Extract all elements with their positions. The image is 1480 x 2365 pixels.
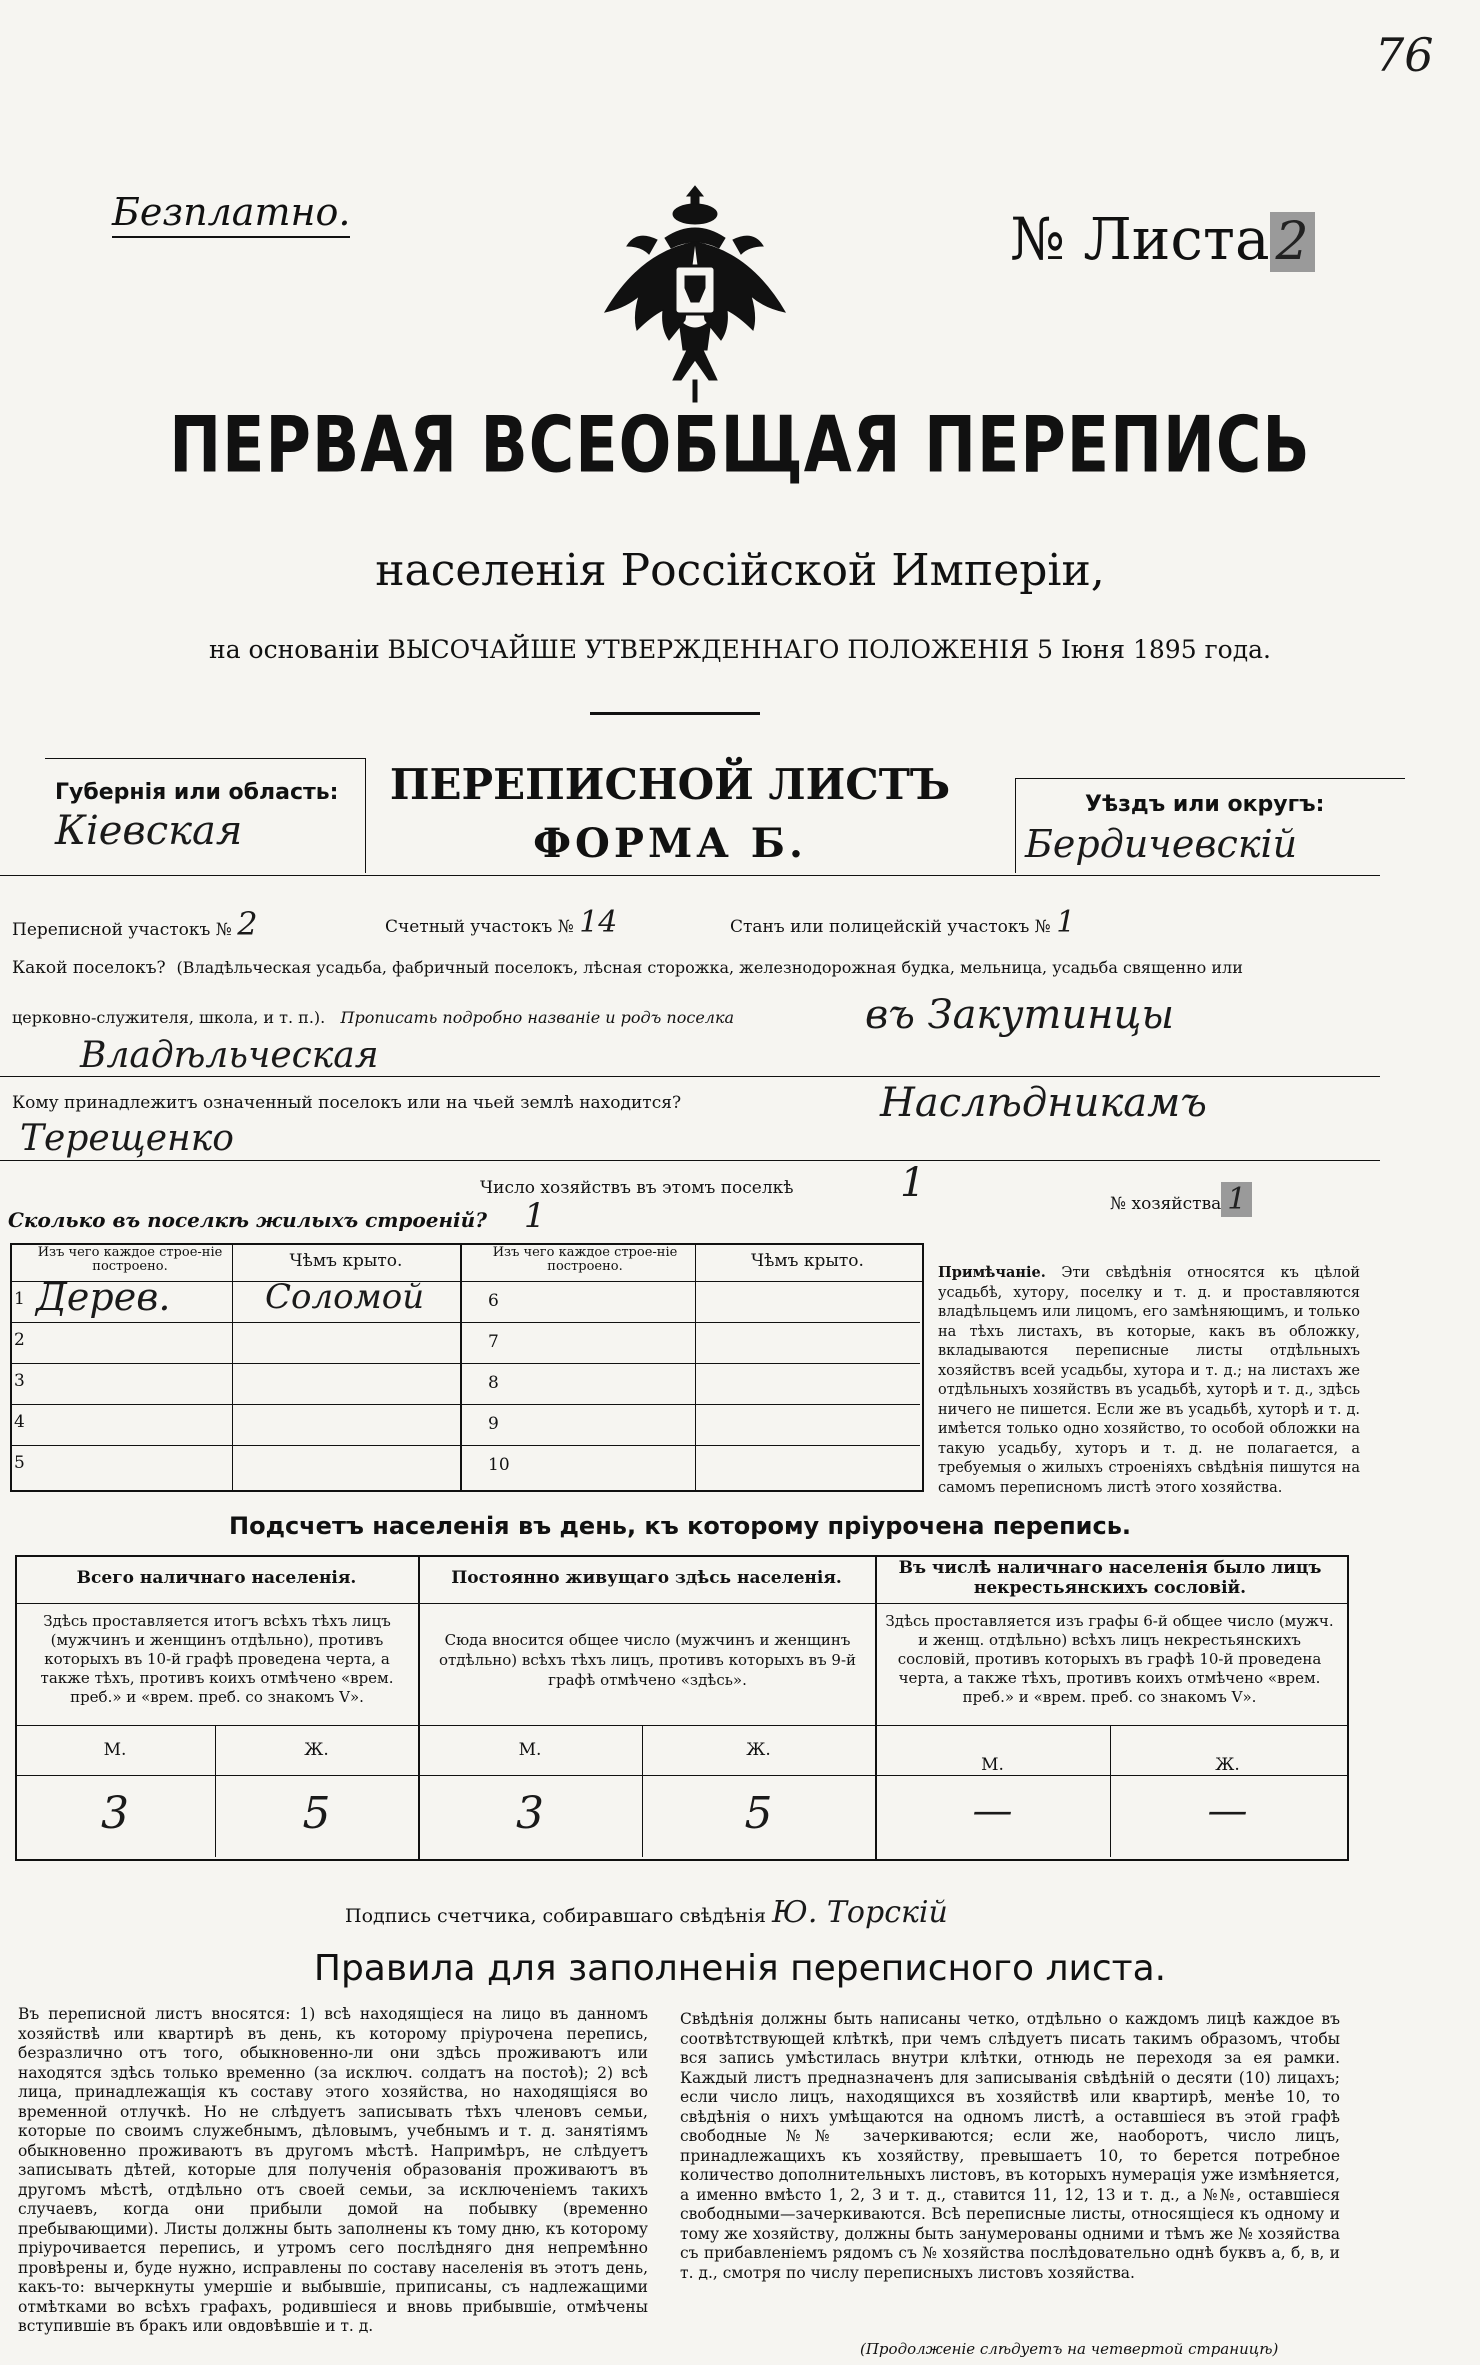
bt-row-number: 2: [14, 1330, 25, 1350]
bt-row-line-left: [10, 1445, 460, 1446]
pt-total-m-value: 3: [101, 1788, 129, 1839]
settlement-hint2: церковно-служителя, школа, и т. п.).: [12, 1008, 326, 1027]
household-number-field: [1110, 1182, 1252, 1217]
settlement-value1: въ Закутинцы: [865, 992, 1175, 1038]
note-text: Эти свѣдѣнія относятся къ цѣлой усадьбѣ, хутору, поселку и т. д. и проставляются владѣльцемъ или лицомъ, его замѣняющимъ, и только на тѣхъ листахъ, въ которые, какъ въ обложку, вкладываются переписные листы отдѣльныхъ хозяйствъ всей усадьбы, хутора и т. д.; на листахъ же отдѣльныхъ хозяйствъ въ усадьбѣ, хуторѣ и т. д., здѣсь ничего не пишется. Если же въ усадьбѣ, хуторѣ и т. д. имѣется только одно хозяйство, то особой обложки на такую усадьбу, хуторъ и т. д. не полагается, а требуемыя о жилыхъ строеніяхъ свѣдѣнія пишутся на самомъ переписномъ листѣ этого хозяйства.: [938, 1265, 1360, 1496]
bt-col2-header: Чѣмъ крыто.: [289, 1251, 403, 1271]
note-block: [938, 1263, 1360, 1498]
rules-title: Правила для заполненія переписного листа.: [313, 1948, 1167, 1989]
police-area-value: 1: [1056, 905, 1076, 940]
basis-line: на основаніи ВЫСОЧАЙШЕ УТВЕРЖДЕННАГО ПОЛОЖЕНІЯ 5 Іюня 1895 года.: [209, 635, 1271, 664]
households-label: Число хозяйствъ въ этомъ поселкѣ: [480, 1178, 794, 1198]
signature-field: [345, 1895, 948, 1930]
main-title: ПЕРВАЯ ВСЕОБЩАЯ ПЕРЕПИСЬ: [169, 398, 1311, 491]
subtitle: населенія Россійской Имперіи,: [375, 545, 1105, 596]
owner-value1: Наслѣдникамъ: [880, 1080, 1207, 1126]
bt-row-number: 4: [14, 1412, 25, 1432]
pt-nonpeasant-m-value: —: [972, 1788, 1013, 1834]
pt-total-f-value: 5: [302, 1788, 331, 1839]
title-divider: [590, 712, 760, 715]
settlement-hint-line2: [12, 1008, 734, 1027]
district-value: Бердичевскій: [1025, 822, 1298, 866]
population-heading: Подсчетъ населенія въ день, къ которому пріурочена перепись.: [229, 1512, 1131, 1540]
rules-continued-note: (Продолженіе слѣдуетъ на четвертой страницѣ): [860, 2340, 1279, 2358]
sheet-number-label: № Листа: [1010, 205, 1270, 273]
bt-roof-value: Соломой: [265, 1277, 425, 1317]
pt-col2-title: Постоянно живущаго здѣсь населенія.: [451, 1568, 842, 1588]
signature-label: Подпись счетчика, собиравшаго свѣдѣнія: [345, 1905, 766, 1927]
province-box-top: [45, 758, 365, 759]
bt-row-line-left: [10, 1404, 460, 1405]
bt-row-line-right: [460, 1322, 920, 1323]
pt-col1-m-label: М.: [103, 1740, 127, 1760]
settlement-label: Какой поселокъ?: [12, 958, 166, 978]
census-area-label: Переписной участокъ №: [12, 920, 232, 940]
bt-row-line-right: [460, 1404, 920, 1405]
district-box-top: [1015, 778, 1405, 779]
pt-permanent-m-value: 3: [516, 1788, 544, 1839]
imperial-eagle-emblem: [595, 180, 795, 410]
bt-row-number: 6: [488, 1291, 499, 1311]
census-area-field: [12, 905, 258, 943]
pt-col3-m-label: М.: [981, 1755, 1004, 1775]
page-number-handwritten: 76: [1375, 28, 1434, 82]
pt-col1-text: Здѣсь проставляется итогъ всѣхъ тѣхъ лицъ (мужчинъ и женщинъ отдѣльно), противъ которыхъ въ 10-й графѣ проведена черта, а также тѣхъ, противъ коихъ отмѣчено «врем. преб.» и «врем. преб. со знакомъ V».: [40, 1612, 394, 1706]
bt-row-number: 1: [14, 1289, 25, 1309]
pt-col2-f-label: Ж.: [746, 1740, 771, 1760]
households-value: 1: [900, 1160, 926, 1206]
bt-col1-header: Изъ чего каждое строе-ніе построено.: [37, 1245, 223, 1274]
owner-value2: Терещенко: [20, 1118, 234, 1159]
rules-left-column: Въ переписной листъ вносятся: 1) всѣ находящіеся на лицо въ данномъ хозяйствѣ или квартирѣ въ день, къ которому пріурочена перепись, безразлично отъ того, обыкновенно-ли они здѣсь проживаютъ или находятся здѣсь только временно (за исключ. солдатъ на постоѣ); 2) всѣ лица, принадлежащія къ составу этого хозяйства, но находящіяся во временной отлучкѣ. Но не слѣдуетъ записывать тѣхъ членовъ семьи, которые по своимъ служебнымъ, дѣловымъ, учебнымъ и т. д. занятіямъ обыкновенно проживаютъ въ другомъ мѣстѣ. Напримѣръ, не слѣдуетъ записывать дѣтей, которые для полученія образованія проживаютъ въ другомъ мѣстѣ, отдѣльно отъ своей семьи, за исключеніемъ такихъ случаевъ, когда они прибыли домой на побывку (временно пребывающими). Листы должны быть заполнены къ тому дню, къ которому пріурочивается перепись, и утромъ сего послѣдняго дня непремѣнно провѣрены и, буде нужно, исправлены по составу населенія въ этотъ день, какъ-то: вычеркнуты умершіе и выбывшіе, приписаны, съ надлежащими отмѣтками во всѣхъ графахъ, родившіеся и вновь прибывшіе, отмѣчены вступившіе въ бракъ или овдовѣвшіе и т. д.: [18, 2005, 648, 2335]
household-number-value: 1: [1221, 1182, 1252, 1217]
bt-col3-header: Изъ чего каждое строе-ніе построено.: [492, 1245, 678, 1274]
province-box-right: [365, 758, 366, 873]
form-title-line1: ПЕРЕПИСНОЙ ЛИСТЪ: [389, 760, 951, 809]
census-area-value: 2: [237, 905, 258, 943]
pt-col1-title: Всего наличнаго населенія.: [76, 1568, 357, 1588]
bt-row-number: 5: [14, 1453, 25, 1473]
bt-material-value: Дерев.: [36, 1275, 171, 1319]
police-area-label: Станъ или полицейскій участокъ №: [730, 917, 1051, 937]
count-area-field: [385, 905, 617, 940]
buildings-field: [8, 1196, 546, 1236]
form-title-line2: ФОРМА Б.: [533, 820, 807, 867]
pt-title-line: [15, 1603, 1347, 1604]
count-area-value: 14: [579, 905, 618, 940]
bt-row-line-left: [10, 1322, 460, 1323]
settlement-hint-line1: [12, 958, 1372, 978]
settlement-underline: [0, 1076, 1380, 1077]
owner-label: Кому принадлежитъ означенный поселокъ или на чьей землѣ находится?: [12, 1093, 682, 1113]
sheet-number: [1010, 205, 1315, 273]
province-value: Кіевская: [55, 808, 243, 854]
bt-row-number: 8: [488, 1373, 499, 1393]
bt-row-line-right: [460, 1363, 920, 1364]
district-label: Уѣздъ или округъ:: [1085, 792, 1325, 817]
settlement-hint3: Прописать подробно названіе и родъ поселка: [340, 1008, 735, 1027]
pt-nonpeasant-f-value: —: [1207, 1788, 1248, 1834]
police-area-field: [730, 905, 1075, 940]
bt-row-number: 10: [488, 1455, 510, 1475]
pt-col2-text: Сюда вносится общее число (мужчинъ и женщинъ отдѣльно) всѣхъ тѣхъ лицъ, противъ которыхъ въ 9-й графѣ отмѣчено «здѣсь».: [438, 1631, 857, 1689]
count-area-label: Счетный участокъ №: [385, 917, 574, 937]
pt-col3-title: Въ числѣ наличнаго населенія было лицъ некрестьянскихъ сословій.: [898, 1558, 1322, 1598]
province-label: Губернія или область:: [55, 780, 339, 805]
bt-row-line-left: [10, 1363, 460, 1364]
bt-row-line-right: [460, 1445, 920, 1446]
bt-row-number: 9: [488, 1414, 499, 1434]
pt-col3-f-label: Ж.: [1215, 1755, 1240, 1775]
buildings-label: Сколько въ поселкѣ жилыхъ строеній?: [8, 1208, 487, 1232]
owner-underline: [0, 1160, 1380, 1161]
rules-right-column: Свѣдѣнія должны быть написаны четко, отдѣльно о каждомъ лицѣ каждое въ соотвѣтствующей клѣткѣ, при чемъ слѣдуетъ писать такимъ образомъ, чтобы вся запись умѣстилась внутри клѣтки, отнюдь не переходя за ея рамки. Каждый листъ предназначенъ для записыванія свѣдѣній о десяти (10) лицахъ; если число лицъ, находящихся въ хозяйствѣ или квартирѣ, менѣе 10, то свѣдѣнія о нихъ умѣщаются на одномъ листѣ, а оставшіеся въ этой графѣ свободные №№ зачеркиваются; если же, наоборотъ, число лицъ, принадлежащихъ къ хозяйству, превышаетъ 10, то берется потребное количество дополнительныхъ листовъ, въ которыхъ нумерація уже измѣняется, а именно вмѣсто 1, 2, 3 и т. д., ставится 11, 12, 13 и т. д., а №№, оставшіеся свободными—зачеркиваются. Всѣ переписные листы, относящіеся къ одному и тому же хозяйству, должны быть занумерованы одними и тѣмъ же № хозяйства съ прибавленіемъ рядомъ съ № хозяйства послѣдовательно однѣ буквъ а, б, в, и т. д., смотря по числу переписныхъ листовъ хозяйства.: [680, 2010, 1340, 2282]
note-title: Примѣчаніе.: [938, 1264, 1046, 1281]
settlement-hint1: (Владѣльческая усадьба, фабричный поселокъ, лѣсная сторожка, железнодорожная будка, мельница, усадьба священно или: [176, 958, 1243, 977]
pt-col2-m-label: М.: [518, 1740, 542, 1760]
district-box-left: [1015, 778, 1016, 873]
signature-value: Ю. Торскій: [772, 1895, 948, 1930]
free-label: Безплатно.: [112, 190, 350, 238]
bt-row-number: 3: [14, 1371, 25, 1391]
bt-row-number: 7: [488, 1332, 499, 1352]
sheet-number-value: 2: [1270, 212, 1315, 272]
pt-col3-text: Здѣсь проставляется изъ графы 6-й общее число (мужч. и женщ. отдѣльно) всѣхъ лицъ некрестьянскихъ сословій, противъ которыхъ въ графѣ 10-й проведена черта, а также тѣхъ, противъ коихъ отмѣчено «врем. преб.» и «врем. преб. со знакомъ V».: [885, 1612, 1334, 1706]
buildings-value: 1: [523, 1196, 546, 1236]
section-divider-1: [0, 875, 1380, 876]
household-number-label: № хозяйства: [1110, 1194, 1222, 1214]
pt-col1-f-label: Ж.: [304, 1740, 329, 1760]
bt-col4-header: Чѣмъ крыто.: [751, 1251, 864, 1271]
pt-permanent-f-value: 5: [744, 1788, 773, 1839]
settlement-value2: Владѣльческая: [80, 1035, 379, 1076]
